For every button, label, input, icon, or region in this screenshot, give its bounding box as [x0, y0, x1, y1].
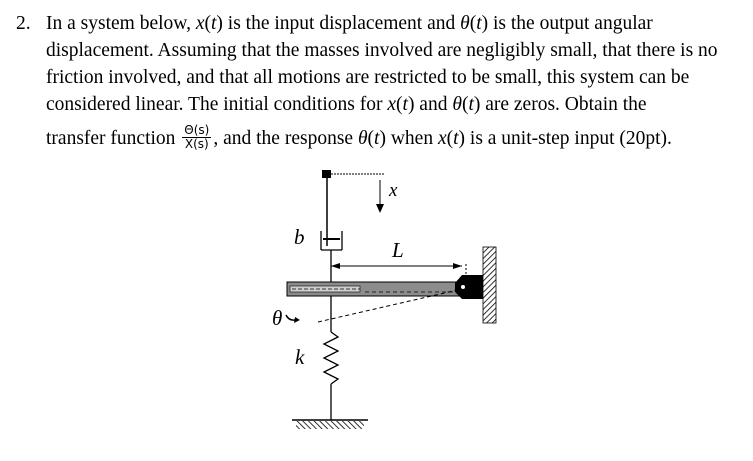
- line5-t2: t: [453, 127, 459, 149]
- text-segment: ) and: [407, 94, 453, 115]
- label-L: L: [392, 238, 404, 262]
- math-symbol: θ: [460, 13, 470, 34]
- text-segment: (: [469, 13, 477, 34]
- problem-line-5: transfer function $\frac{\Theta(s)}{X(s)}$ , and the response θ(t) when x(t) is a unit-step input (20pt).: [46, 123, 672, 151]
- text-segment: displacement. Assuming that the masses involved are negligibly small, that there is no: [46, 40, 718, 61]
- text-segment: In a system below,: [46, 13, 196, 34]
- spring: [324, 296, 338, 420]
- math-symbol: θ: [452, 94, 462, 115]
- line5-theta: θ: [357, 127, 368, 149]
- math-symbol: t: [402, 94, 408, 115]
- math-symbol: t: [211, 13, 217, 34]
- fraction-denominator: X(s): [184, 137, 209, 151]
- label-theta: θ: [272, 306, 283, 330]
- text-segment: ) is the input displacement and: [216, 13, 461, 34]
- text-segment: ) is the output angular: [481, 13, 653, 34]
- text-segment: ) are zeros. Obtain the: [473, 94, 647, 115]
- input-plunger: [322, 170, 385, 246]
- math-symbol: t: [468, 94, 474, 115]
- x-arrow: [376, 180, 384, 213]
- math-symbol: x: [387, 94, 397, 115]
- ground: [292, 420, 368, 429]
- text-segment: considered linear. The initial conditions for: [46, 94, 388, 115]
- pivot-support: [455, 247, 496, 323]
- math-symbol: x: [195, 13, 205, 34]
- text-segment: (: [461, 94, 469, 115]
- label-b: b: [294, 225, 305, 249]
- text-segment: friction involved, and that all motions are restricted to be small, this system can be: [46, 67, 690, 88]
- math-symbol: t: [476, 13, 482, 34]
- problem-number: 2.: [16, 13, 31, 34]
- line5-x: x: [437, 127, 447, 149]
- lever-bar: [287, 282, 465, 296]
- line5-post-b: ) when: [379, 127, 438, 149]
- label-x: x: [389, 180, 398, 201]
- text-segment: (: [204, 13, 211, 34]
- line5-t: t: [374, 127, 380, 149]
- line5-post-a: , and the response: [213, 127, 358, 149]
- label-k: k: [295, 345, 305, 369]
- fraction-numerator: Θ(s): [184, 123, 210, 137]
- damper: [321, 231, 342, 283]
- text-segment: (: [396, 94, 403, 115]
- line5-pre: transfer function: [46, 127, 181, 149]
- line5-post-c: ) is a unit-step input (20pt).: [458, 127, 672, 149]
- theta-arc: [286, 315, 295, 320]
